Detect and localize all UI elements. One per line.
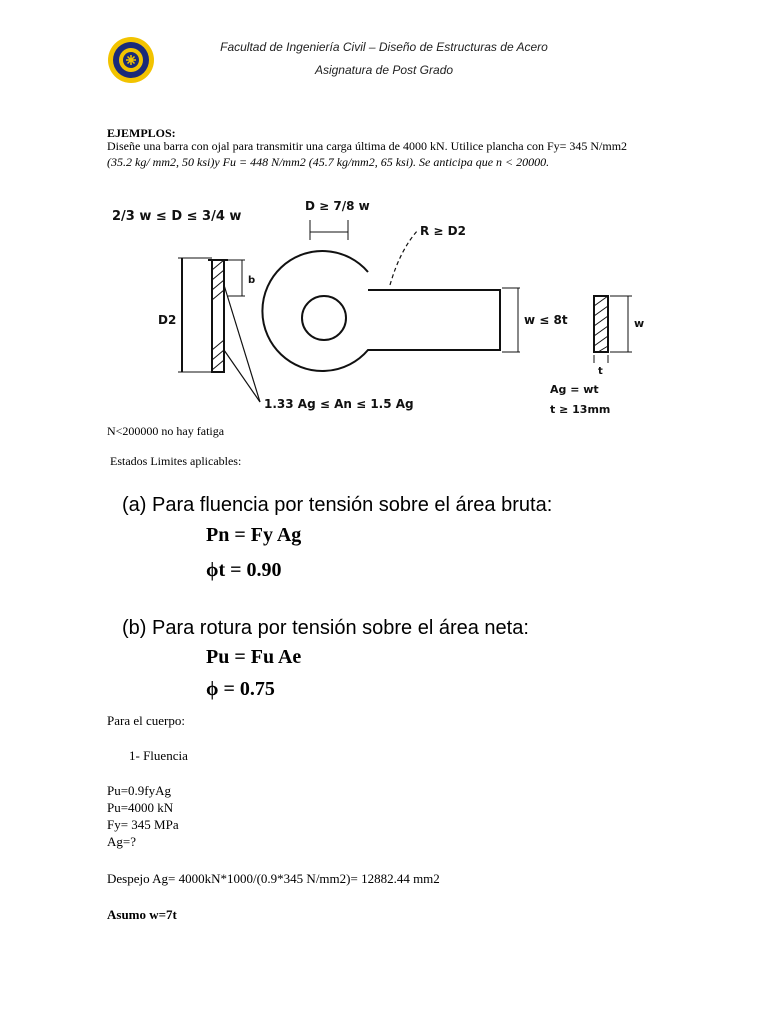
- label-w-range: 2/3 w ≤ D ≤ 3/4 w: [112, 209, 242, 224]
- label-d2: D2: [158, 313, 177, 327]
- calc-line-2: Pu=4000 kN: [107, 800, 174, 815]
- criterion-b-eq2: ϕ = 0.75: [206, 678, 275, 700]
- criterion-a-title: (a) Para fluencia por tensión sobre el área bruta:: [122, 494, 553, 516]
- label-an: 1.33 Ag ≤ An ≤ 1.5 Ag: [264, 397, 414, 411]
- criterion-a-eq2: ϕt = 0.90: [206, 559, 282, 581]
- examples-line-2: (35.2 kg/ mm2, 50 ksi)y Fu = 448 N/mm2 (45.7 kg/mm2, 65 ksi). Se anticipa que n < 20000.: [107, 155, 550, 169]
- criterion-a-eq1: Pn = Fy Ag: [206, 524, 302, 546]
- header-line-1: Facultad de Ingeniería Civil – Diseño de Estructuras de Acero: [220, 40, 548, 54]
- eyebar-figure: [100, 190, 660, 425]
- label-r: R ≥ D2: [420, 224, 466, 238]
- criterion-b-eq1: Pu = Fu Ae: [206, 646, 302, 668]
- label-b: b: [248, 275, 256, 286]
- calc-line-1: Pu=0.9fyAg: [107, 783, 172, 798]
- calc-asumo: Asumo w=7t: [107, 907, 177, 922]
- label-w8t: w ≤ 8t: [524, 313, 568, 327]
- label-t13: t ≥ 13mm: [550, 403, 611, 416]
- calc-line-3: Fy= 345 MPa: [107, 817, 179, 832]
- note-fatigue: N<200000 no hay fatiga: [107, 424, 225, 438]
- label-w: w: [634, 317, 645, 330]
- criterion-b-title: (b) Para rotura por tensión sobre el área neta:: [122, 617, 529, 639]
- note-limit-states: Estados Limites aplicables:: [110, 454, 242, 468]
- calc-body-label: Para el cuerpo:: [107, 713, 185, 728]
- calc-despejo: Despejo Ag= 4000kN*1000/(0.9*345 N/mm2)= 12882.44 mm2: [107, 871, 440, 886]
- label-ag: Ag = wt: [550, 383, 599, 396]
- label-t: t: [598, 366, 603, 377]
- calc-item-1: 1- Fluencia: [129, 748, 188, 763]
- header-line-2: Asignatura de Post Grado: [314, 63, 454, 77]
- label-d-min: D ≥ 7/8 w: [305, 199, 370, 213]
- examples-heading: EJEMPLOS:: [107, 126, 176, 140]
- calc-line-4: Ag=?: [107, 834, 136, 849]
- examples-line-1: Diseñe una barra con ojal para transmitir una carga última de 4000 kN. Utilice plancha con Fy= 345 N/mm2: [107, 139, 628, 153]
